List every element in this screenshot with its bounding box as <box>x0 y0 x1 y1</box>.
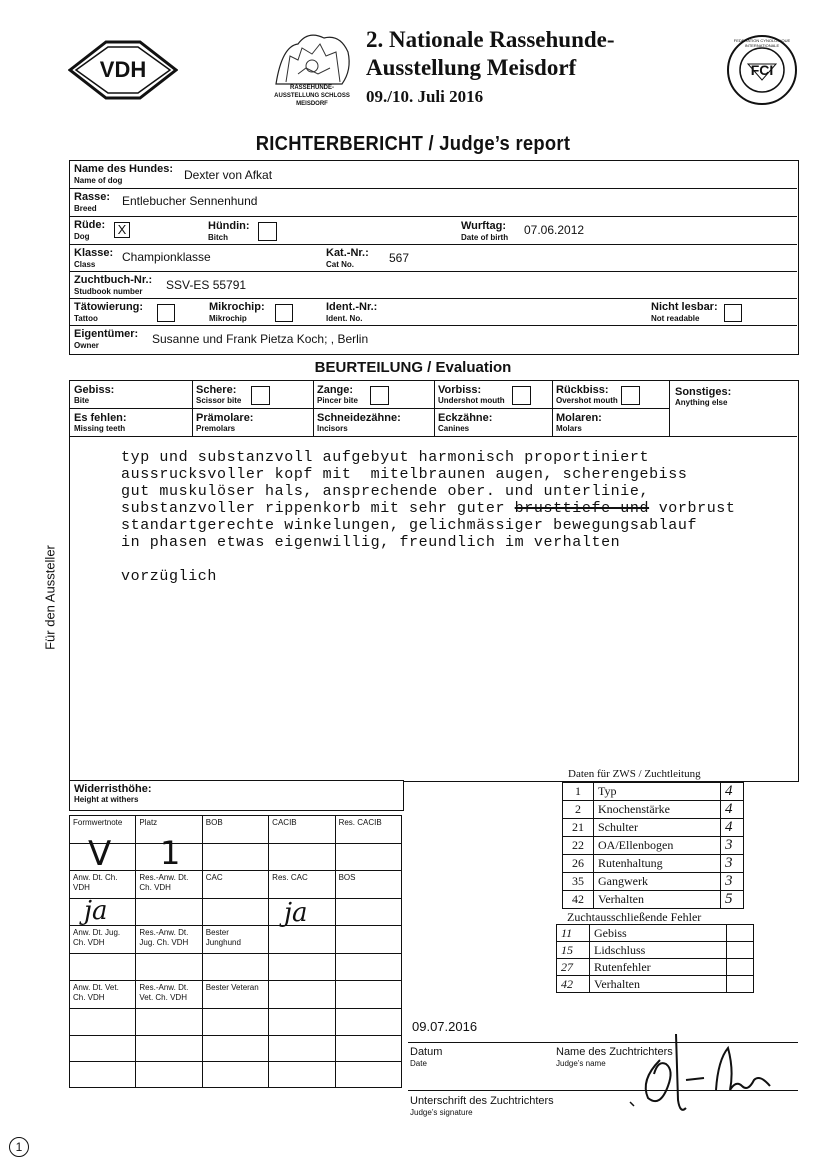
faults-title: Zuchtausschließende Fehler <box>567 910 702 924</box>
fault-label: Gebiss <box>590 925 727 942</box>
zws-score: 3 <box>721 855 744 873</box>
evaluation-line-6: in phasen etwas eigenwillig, freundlich im verhalten <box>121 534 621 551</box>
bite-sub: Bite <box>74 396 90 405</box>
award-res-anw-dt-ch: Res.-Anw. Dt. Ch. VDH <box>136 871 202 899</box>
zws-label: Typ <box>594 783 721 801</box>
award-cacib-value <box>269 844 335 871</box>
award-res-cacib: Res. CACIB <box>335 816 401 844</box>
height-label: Widerristhöhe: <box>74 783 152 795</box>
breed-label: Rasse: <box>74 191 111 203</box>
zws-no: 26 <box>563 855 594 873</box>
judge-signature <box>620 1030 780 1120</box>
zws-no: 22 <box>563 837 594 855</box>
breed-sub: Breed <box>74 204 97 213</box>
zws-label: Verhalten <box>594 891 721 909</box>
zws-score: 4 <box>721 801 744 819</box>
pincer-label: Zange: <box>317 384 354 396</box>
ident-label: Ident.-Nr.: <box>326 301 378 313</box>
class-value: Championklasse <box>122 250 211 264</box>
overshot-sub: Overshot mouth <box>556 396 618 405</box>
scissor-label: Schere: <box>196 384 237 396</box>
scissor-sub: Scissor bite <box>196 396 242 405</box>
canines-sub: Canines <box>438 424 470 433</box>
dog-name-label: Name des Hundes: <box>74 163 174 175</box>
notread-checkbox[interactable] <box>724 304 742 322</box>
fault-label: Lidschluss <box>590 942 727 959</box>
zws-score: 4 <box>721 783 744 801</box>
fault-no: 11 <box>557 925 590 942</box>
award-anw-dt-jug: Anw. Dt. Jug. Ch. VDH <box>70 926 136 954</box>
award-res-anw-dt-vet: Res.-Anw. Dt. Vet. Ch. VDH <box>136 981 202 1009</box>
zws-score: 3 <box>721 873 744 891</box>
date-sub: Date <box>410 1059 427 1068</box>
award-empty <box>335 926 401 954</box>
incisors-label: Schneidezähne: <box>317 412 401 424</box>
zws-label: Schulter <box>594 819 721 837</box>
bitch-checkbox[interactable] <box>258 222 277 241</box>
bite-label: Gebiss: <box>74 384 115 396</box>
fci-logo-text: FCI <box>750 62 774 78</box>
zws-label: Gangwerk <box>594 873 721 891</box>
award-bester-junghund: Bester Junghund <box>202 926 268 954</box>
undershot-sub: Undershot mouth <box>438 396 505 405</box>
bitch-label: Hündin: <box>208 220 250 232</box>
show-title-line2: Ausstellung Meisdorf <box>366 55 577 80</box>
dog-name-value: Dexter von Afkat <box>184 168 273 182</box>
catno-sub: Cat No. <box>326 260 354 269</box>
evaluation-line-1: typ und substanzvoll aufgebyut harmonisch proportiniert <box>121 449 650 466</box>
fault-check[interactable] <box>727 942 754 959</box>
pincer-sub: Pincer bite <box>317 396 358 405</box>
tattoo-sub: Tattoo <box>74 314 98 323</box>
page-number: 1 <box>9 1137 29 1157</box>
judge-sub: Judge’s name <box>556 1059 606 1068</box>
evaluation-after-strike: vorbrust <box>649 500 736 517</box>
owner-label: Eigentümer: <box>74 328 139 340</box>
molars-label: Molaren: <box>556 412 602 424</box>
dob-label: Wurftag: <box>461 220 507 232</box>
award-anw-mark: ja <box>84 896 108 926</box>
molars-sub: Molars <box>556 424 582 433</box>
tattoo-checkbox[interactable] <box>157 304 175 322</box>
award-bob: BOB <box>202 816 268 844</box>
zws-no: 21 <box>563 819 594 837</box>
overshot-checkbox[interactable] <box>621 386 640 405</box>
show-logo-text: RASSEHUNDE-AUSSTELLUNG SCHLOSS MEISDORF <box>274 85 350 107</box>
class-sub: Class <box>74 260 96 269</box>
zws-label: Rutenhaltung <box>594 855 721 873</box>
incisors-sub: Incisors <box>317 424 348 433</box>
signature-label: Unterschrift des Zuchtrichters <box>410 1095 554 1107</box>
dog-name-sub: Name of dog <box>74 176 123 185</box>
zws-no: 2 <box>563 801 594 819</box>
award-anw-dt-vet: Anw. Dt. Vet. Ch. VDH <box>70 981 136 1009</box>
undershot-checkbox[interactable] <box>512 386 531 405</box>
anything-else-label: Sonstiges: <box>675 386 732 398</box>
award-anw-dt-ch: Anw. Dt. Ch. VDH <box>70 871 136 899</box>
missing-label: Es fehlen: <box>74 412 127 424</box>
fault-no: 27 <box>557 959 590 976</box>
show-dates: 09./10. Juli 2016 <box>366 87 484 106</box>
evaluation-title: BEURTEILUNG / Evaluation <box>314 359 512 376</box>
fci-ring-text: FEDERATION CYNOLOGIQUE INTERNATIONALE <box>733 38 791 48</box>
fault-no: 15 <box>557 942 590 959</box>
bitch-sub: Bitch <box>208 233 228 242</box>
report-title: RICHTERBERICHT / Judge’s report <box>255 133 571 155</box>
catno-label: Kat.-Nr.: <box>326 247 369 259</box>
zws-label: OA/Ellenbogen <box>594 837 721 855</box>
chip-checkbox[interactable] <box>275 304 293 322</box>
signature-sub: Judge’s signature <box>410 1108 473 1117</box>
award-cac: CAC <box>202 871 268 899</box>
undershot-label: Vorbiss: <box>438 384 482 396</box>
award-empty <box>335 981 401 1009</box>
award-bos: BOS <box>335 871 401 899</box>
catno-value: 567 <box>389 251 410 265</box>
fault-check[interactable] <box>727 976 754 993</box>
show-logo <box>268 26 354 106</box>
chip-sub: Mikrochip <box>209 314 247 323</box>
dob-value: 07.06.2012 <box>524 223 585 237</box>
evaluation-verdict: vorzüglich <box>121 568 218 585</box>
breed-value: Entlebucher Sennenhund <box>122 194 258 208</box>
missing-sub: Missing teeth <box>74 424 126 433</box>
vdh-logo-text: VDH <box>99 57 147 82</box>
zws-score: 4 <box>721 819 744 837</box>
fault-label: Verhalten <box>590 976 727 993</box>
class-label: Klasse: <box>74 247 114 259</box>
award-bester-veteran: Bester Veteran <box>202 981 268 1009</box>
canines-label: Eckzähne: <box>438 412 493 424</box>
dob-sub: Date of birth <box>461 233 509 242</box>
zws-table <box>562 782 744 909</box>
anything-else-sub: Anything else <box>675 398 728 407</box>
overshot-label: Rückbiss: <box>556 384 609 396</box>
date-label: Datum <box>410 1046 443 1058</box>
zws-score: 5 <box>721 891 744 909</box>
chip-label: Mikrochip: <box>209 301 265 313</box>
award-platz: Platz <box>136 816 202 844</box>
vdh-logo <box>68 40 178 100</box>
dog-sex-sub: Dog <box>74 232 90 241</box>
award-res-cac-mark: ja <box>284 898 308 928</box>
award-grade-mark: V <box>88 834 112 874</box>
award-formwertnote: Formwertnote <box>70 816 136 844</box>
judge-label: Name des Zuchtrichters <box>556 1046 673 1058</box>
fault-label: Rutenfehler <box>590 959 727 976</box>
dog-sex-label: Rüde: <box>74 219 106 231</box>
fault-check[interactable] <box>727 925 754 942</box>
evaluation-line-2: aussrucksvoller kopf mit mitelbraunen augen, scherengebiss <box>121 466 688 483</box>
zws-title: Daten für ZWS / Zuchtleitung <box>568 768 701 780</box>
owner-value: Susanne und Frank Pietza Koch; , Berlin <box>152 332 369 346</box>
evaluation-strike: brusttiefe und <box>514 500 650 517</box>
pincer-checkbox[interactable] <box>370 386 389 405</box>
zws-no: 42 <box>563 891 594 909</box>
show-title-line1: 2. Nationale Rassehunde- <box>366 27 615 52</box>
report-date: 09.07.2016 <box>412 1019 478 1034</box>
zws-label: Knochenstärke <box>594 801 721 819</box>
side-label: Für den Aussteller <box>42 545 58 650</box>
faults-table <box>556 924 754 993</box>
evaluation-line-5: standartgerechte winkelungen, gelichmässiger bewegungsablauf <box>121 517 698 534</box>
premolars-label: Prämolare: <box>196 412 254 424</box>
notread-sub: Not readable <box>651 314 700 323</box>
studbook-value: SSV-ES 55791 <box>166 278 247 292</box>
evaluation-line-3: gut muskulöser hals, ansprechende ober. und unterlinie, <box>121 483 650 500</box>
fault-check[interactable] <box>727 959 754 976</box>
fci-logo <box>726 34 798 106</box>
studbook-sub: Studbook number <box>74 287 143 296</box>
zws-no: 35 <box>563 873 594 891</box>
award-res-cacib-value <box>335 844 401 871</box>
award-empty <box>269 981 335 1009</box>
scissor-checkbox[interactable] <box>251 386 270 405</box>
dog-sex-checkbox[interactable]: X <box>114 222 130 238</box>
studbook-label: Zuchtbuch-Nr.: <box>74 274 153 286</box>
award-cacib: CACIB <box>269 816 335 844</box>
zws-no: 1 <box>563 783 594 801</box>
award-res-anw-dt-jug: Res.-Anw. Dt. Jug. Ch. VDH <box>136 926 202 954</box>
notread-label: Nicht lesbar: <box>651 301 718 313</box>
award-empty <box>269 926 335 954</box>
fault-no: 42 <box>557 976 590 993</box>
owner-sub: Owner <box>74 341 99 350</box>
ident-sub: Ident. No. <box>326 314 363 323</box>
award-place-mark: 1 <box>160 834 181 872</box>
award-res-cac: Res. CAC <box>269 871 335 899</box>
premolars-sub: Premolars <box>196 424 236 433</box>
evaluation-line-4-text: substanzvoller rippenkorb mit sehr guter <box>121 500 506 517</box>
award-bob-value <box>202 844 268 871</box>
evaluation-line-4 <box>121 500 736 517</box>
height-sub: Height at withers <box>74 795 139 804</box>
zws-score: 3 <box>721 837 744 855</box>
awards-table <box>69 815 402 1088</box>
tattoo-label: Tätowierung: <box>74 301 144 313</box>
